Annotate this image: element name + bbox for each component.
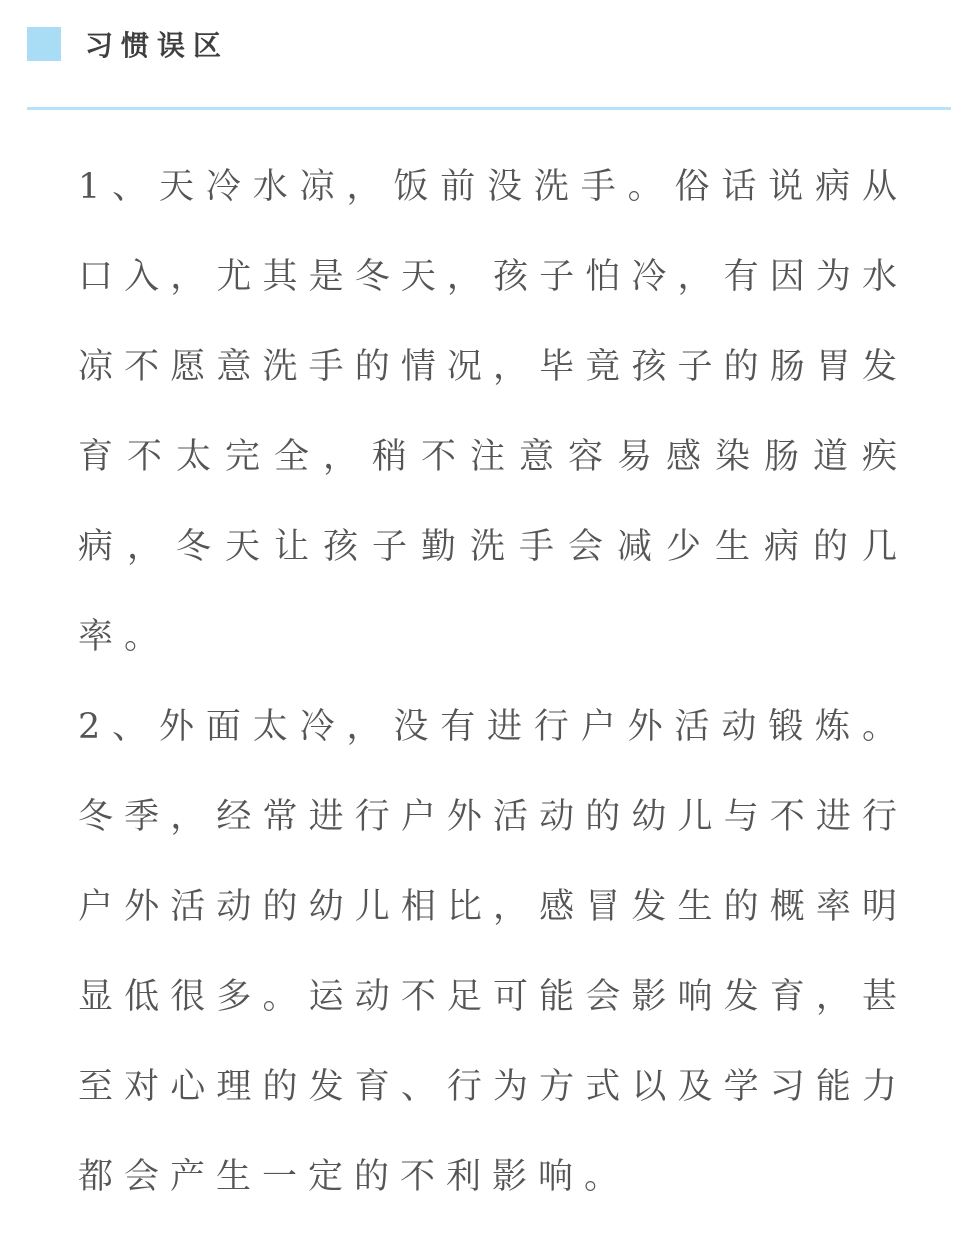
header-divider (27, 107, 951, 110)
section-accent-square (27, 27, 61, 61)
paragraph-2: 2、外面太冷，没有进行户外活动锻炼。冬季，经常进行户外活动的幼儿与不进行户外活动的幼儿相比，感冒发生的概率明显低很多。运动不足可能会影响发育，甚至对心理的发育、行为方式以及学习能力都会产生一定的不利影响。 (78, 707, 908, 1197)
section-header (27, 26, 229, 62)
section-title: 习惯误区 (85, 29, 230, 62)
article-body (78, 142, 908, 1222)
paragraph-1: 1、天冷水凉，饭前没洗手。俗话说病从口入，尤其是冬天，孩子怕冷，有因为水凉不愿意洗手的情况，毕竟孩子的肠胃发育不太完全，稍不注意容易感染肠道疾病，冬天让孩子勤洗手会减少生病的几率。 (78, 167, 908, 657)
